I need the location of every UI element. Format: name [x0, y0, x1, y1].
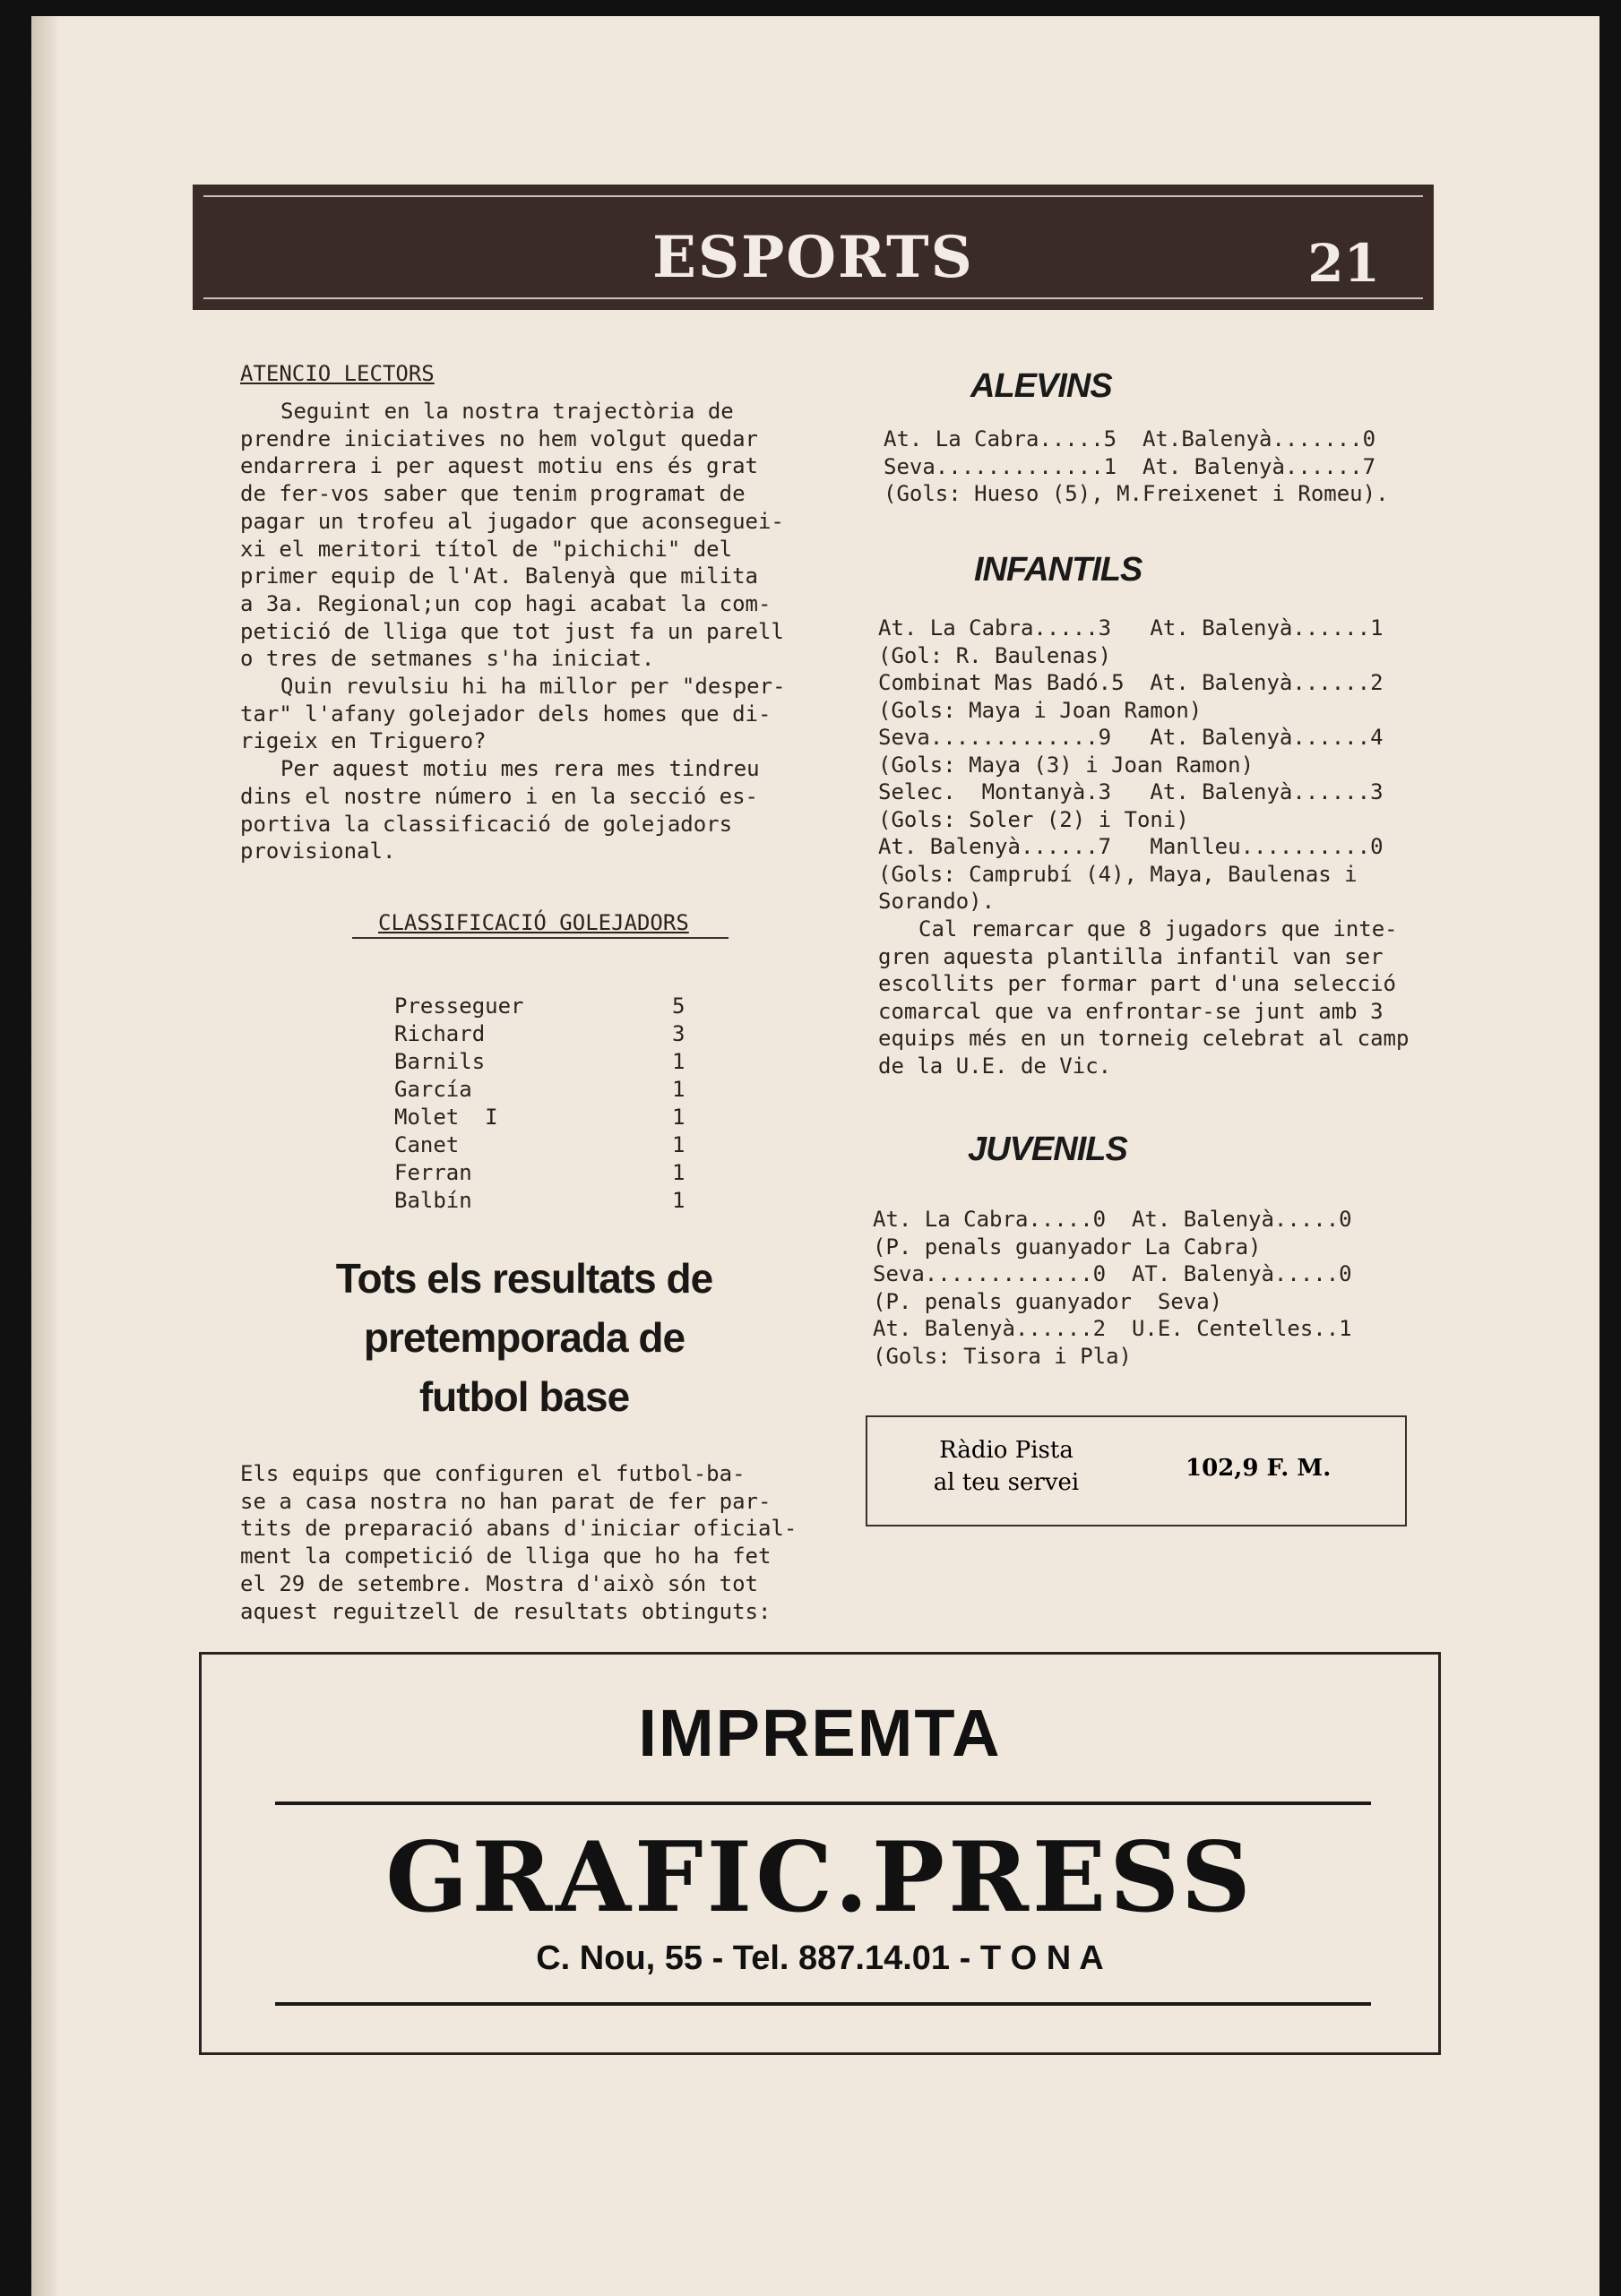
atencio-line: Per aquest motiu mes rera mes tindreu	[280, 756, 760, 782]
scorer-name: Richard	[394, 1021, 486, 1046]
article-headline-1: Tots els resultats de	[335, 1255, 713, 1302]
scorer-name: Canet	[394, 1132, 460, 1157]
scorer-name: Ferran	[394, 1160, 472, 1185]
radio-line-2: al teu servei	[933, 1469, 1080, 1496]
infantils-line: (Gols: Camprubí (4), Maya, Baulenas i	[878, 861, 1358, 887]
scorer-goals: 3	[672, 1021, 685, 1046]
alevins-heading: ALEVINS	[970, 367, 1112, 405]
infantils-line: (Gols: Soler (2) i Toni)	[878, 806, 1189, 832]
page-gutter	[31, 16, 56, 2296]
infantils-line: (Gols: Maya i Joan Ramon)	[878, 697, 1203, 723]
article-line: se a casa nostra no han parat de fer par-	[240, 1488, 772, 1514]
ad-brand: GRAFIC.PRESS	[385, 1821, 1255, 1934]
article-headline-3: futbol base	[418, 1373, 630, 1420]
juvenils-heading: JUVENILS	[968, 1131, 1127, 1168]
infantils-note-line: de la U.E. de Vic.	[878, 1053, 1112, 1079]
scorer-goals: 1	[672, 1132, 685, 1157]
infantils-line: Seva.............9 At. Balenyà......4	[878, 725, 1384, 750]
radio-line-1: Ràdio Pista	[939, 1437, 1073, 1464]
juvenils-line: At. Balenyà......2 U.E. Centelles..1	[873, 1316, 1352, 1341]
classificacio-rule	[352, 937, 729, 939]
atencio-line: petició de lliga que tot just fa un parell	[240, 618, 784, 644]
classificacio-heading: CLASSIFICACIÓ GOLEJADORS	[378, 910, 689, 935]
atencio-line: provisional.	[240, 838, 396, 864]
scorer-goals: 1	[672, 1077, 685, 1102]
atencio-line: Quin revulsiu hi ha millor per "desper-	[280, 674, 786, 699]
page-number: 21	[1307, 233, 1380, 294]
ad-imprenta: IMPREMTA	[638, 1696, 1002, 1770]
article-line: el 29 de setembre. Mostra d'això són tot	[240, 1570, 758, 1596]
alevins-line: Seva.............1 At. Balenyà......7	[884, 453, 1376, 479]
atencio-line: pagar un trofeu al jugador que aconseguei-	[240, 508, 784, 534]
infantils-line: (Gol: R. Baulenas)	[878, 642, 1112, 668]
infantils-line: (Gols: Maya (3) i Joan Ramon)	[878, 752, 1255, 778]
juvenils-line: (P. penals guanyador Seva)	[873, 1288, 1223, 1314]
article-line: Els equips que configuren el futbol-ba-	[240, 1461, 746, 1486]
atencio-line: o tres de setmanes s'ha iniciat.	[240, 646, 655, 672]
infantils-line: Selec. Montanyà.3 At. Balenyà......3	[878, 779, 1384, 804]
infantils-line: At. La Cabra.....3 At. Balenyà......1	[878, 615, 1384, 641]
atencio-line: portiva la classificació de golejadors	[240, 811, 733, 837]
scorer-goals: 1	[672, 1105, 685, 1130]
atencio-line: dins el nostre número i en la secció es-	[240, 783, 758, 809]
alevins-line: (Gols: Hueso (5), M.Freixenet i Romeu).	[884, 481, 1389, 506]
infantils-line: Sorando).	[878, 889, 996, 914]
radio-frequency: 102,9 F. M.	[1186, 1455, 1332, 1482]
atencio-line: prendre iniciatives no hem volgut quedar	[240, 426, 758, 451]
article-line: ment la competició de lliga que ho ha fet	[240, 1544, 772, 1569]
article-line: aquest reguitzell de resultats obtinguts:	[240, 1598, 772, 1624]
radio-ad-box	[866, 1415, 1407, 1526]
ad-address: C. Nou, 55 - Tel. 887.14.01 - T O N A	[536, 1939, 1104, 1977]
scorer-name: Balbín	[394, 1188, 472, 1213]
scorer-goals: 1	[672, 1188, 685, 1213]
atencio-line: a 3a. Regional;un cop hagi acabat la com-	[240, 590, 772, 616]
atencio-line: primer equip de l'At. Balenyà que milita	[240, 563, 758, 589]
section-banner	[193, 185, 1434, 310]
juvenils-line: (Gols: Tisora i Pla)	[873, 1343, 1132, 1369]
scorer-name: Molet I	[394, 1105, 498, 1130]
scorer-name: Presseguer	[394, 993, 524, 1019]
print-shop-ad	[199, 1652, 1441, 2055]
ad-rule-top	[275, 1802, 1371, 1805]
juvenils-line: At. La Cabra.....0 At. Balenyà.....0	[873, 1207, 1352, 1232]
scorer-goals: 1	[672, 1160, 685, 1185]
alevins-line: At. La Cabra.....5 At.Balenyà.......0	[884, 426, 1376, 451]
juvenils-line: Seva.............0 AT. Balenyà.....0	[873, 1261, 1352, 1286]
atencio-line: de fer-vos saber que tenim programat de	[240, 481, 746, 507]
atencio-line: endarrera i per aquest motiu ens és grat	[240, 453, 758, 479]
section-title: ESPORTS	[652, 224, 974, 291]
atencio-line: rigeix en Triguero?	[240, 728, 487, 754]
infantils-line: At. Balenyà......7 Manlleu..........0	[878, 834, 1384, 859]
infantils-note-line: equips més en un torneig celebrat al camp	[878, 1026, 1410, 1051]
infantils-note-line: escollits per formar part d'una selecció	[878, 971, 1396, 996]
infantils-note-line: gren aquesta plantilla infantil van ser	[878, 943, 1384, 969]
infantils-note-line: Cal remarcar que 8 jugadors que inte-	[918, 916, 1398, 942]
ad-rule-bottom	[275, 2002, 1371, 2006]
atencio-line: tar" l'afany golejador dels homes que di-	[240, 701, 772, 727]
scorer-name: García	[394, 1077, 472, 1102]
article-line: tits de preparació abans d'iniciar oficial-	[240, 1516, 798, 1542]
article-headline-2: pretemporada de	[363, 1314, 685, 1361]
infantils-note-line: comarcal que va enfrontar-se junt amb 3	[878, 998, 1384, 1024]
infantils-heading: INFANTILS	[974, 551, 1142, 589]
scorer-name: Barnils	[394, 1049, 486, 1074]
atencio-line: Seguint en la nostra trajectòria de	[280, 399, 734, 424]
atencio-line: xi el meritori títol de "pichichi" del	[240, 536, 733, 562]
scorer-goals: 1	[672, 1049, 685, 1074]
infantils-line: Combinat Mas Badó.5 At. Balenyà......2	[878, 670, 1384, 695]
juvenils-line: (P. penals guanyador La Cabra)	[873, 1234, 1262, 1260]
atencio-heading: ATENCIO LECTORS	[240, 361, 435, 386]
scorer-goals: 5	[672, 993, 685, 1019]
